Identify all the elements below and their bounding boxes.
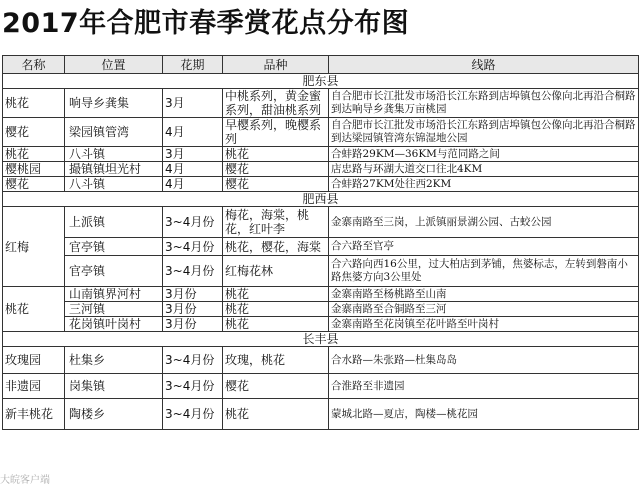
spot-period: 4月 — [163, 118, 223, 147]
spot-location: 官亭镇 — [65, 238, 163, 256]
spot-location: 山南镇界河村 — [65, 287, 163, 302]
spot-route: 金寨南路至花岗镇至花叶路至叶岗村 — [329, 317, 639, 332]
spot-name: 桃花 — [3, 147, 65, 162]
spot-name: 玫瑰园 — [3, 347, 65, 374]
spot-variety: 樱花 — [223, 177, 329, 192]
county-heading: 肥西县 — [3, 192, 639, 207]
spot-name: 樱花 — [3, 177, 65, 192]
table-row — [3, 118, 639, 147]
header-route: 线路 — [329, 56, 639, 74]
spot-period: 3~4月份 — [163, 256, 223, 287]
table-row — [3, 302, 639, 317]
spot-name: 非遗园 — [3, 374, 65, 399]
spot-route: 金寨南路至三岗，上派镇丽景湖公园、古蛟公园 — [329, 207, 639, 238]
spot-route: 合蚌路27KM处往西2KM — [329, 177, 639, 192]
spot-variety: 桃花 — [223, 317, 329, 332]
spot-route: 自合肥市长江批发市场沿长江东路到店埠镇包公像向北再沿合桐路到达梁园镇管湾东锦湿地公园 — [329, 118, 639, 147]
spot-name: 红梅 — [3, 207, 65, 287]
county-heading: 肥东县 — [3, 74, 639, 89]
table-row — [3, 162, 639, 177]
spot-route: 蒙城北路—夏店，陶楼—桃花园 — [329, 399, 639, 430]
page-title: 2017年合肥市春季赏花点分布图 — [2, 8, 410, 39]
spot-route: 金寨南路至合铜路至三河 — [329, 302, 639, 317]
spot-variety: 樱花 — [223, 162, 329, 177]
spot-route: 自合肥市长江批发市场沿长江东路到店埠镇包公像向北再沿合桐路到达响导乡龚集万亩桃园 — [329, 89, 639, 118]
spot-location: 响导乡龚集 — [65, 89, 163, 118]
spot-variety: 中桃系列，黄金蜜系列，甜油桃系列 — [223, 89, 329, 118]
spot-period: 3月份 — [163, 317, 223, 332]
table-row — [3, 399, 639, 430]
spot-name: 樱桃园 — [3, 162, 65, 177]
table-header-row — [3, 56, 639, 74]
spot-period: 3~4月份 — [163, 374, 223, 399]
spot-location: 梁园镇管湾 — [65, 118, 163, 147]
spot-route: 合水路—朱张路—杜集岛岛 — [329, 347, 639, 374]
spot-location: 杜集乡 — [65, 347, 163, 374]
table-row — [3, 207, 639, 238]
table-row — [3, 374, 639, 399]
spot-period: 3~4月份 — [163, 347, 223, 374]
spot-variety: 桃花 — [223, 399, 329, 430]
table-row — [3, 347, 639, 374]
spot-location: 上派镇 — [65, 207, 163, 238]
table-row — [3, 317, 639, 332]
spot-location: 三河镇 — [65, 302, 163, 317]
spot-period: 4月 — [163, 177, 223, 192]
header-period: 花期 — [163, 56, 223, 74]
spot-variety: 樱花 — [223, 374, 329, 399]
header-variety: 品种 — [223, 56, 329, 74]
spot-variety: 红梅花林 — [223, 256, 329, 287]
spot-location: 岗集镇 — [65, 374, 163, 399]
spot-route: 合六路至官亭 — [329, 238, 639, 256]
spot-variety: 桃花，樱花，海棠 — [223, 238, 329, 256]
table-row — [3, 287, 639, 302]
spot-location: 八斗镇 — [65, 147, 163, 162]
spot-route: 店忠路与环湖大道交口往北4KM — [329, 162, 639, 177]
table-row — [3, 89, 639, 118]
spot-location: 八斗镇 — [65, 177, 163, 192]
table-row — [3, 147, 639, 162]
spot-variety: 玫瑰，桃花 — [223, 347, 329, 374]
spot-variety: 早樱系列，晚樱系列 — [223, 118, 329, 147]
header-name: 名称 — [3, 56, 65, 74]
spot-variety: 梅花，海棠，桃花，红叶李 — [223, 207, 329, 238]
header-location: 位置 — [65, 56, 163, 74]
spot-route: 金寨南路至杨桃路至山南 — [329, 287, 639, 302]
spot-period: 3月份 — [163, 302, 223, 317]
table-row — [3, 177, 639, 192]
spot-route: 合淮路至非遗园 — [329, 374, 639, 399]
spot-location: 花岗镇叶岗村 — [65, 317, 163, 332]
spot-name: 新丰桃花 — [3, 399, 65, 430]
spot-variety: 桃花 — [223, 147, 329, 162]
flower-spot-table — [2, 55, 639, 430]
spot-variety: 桃花 — [223, 287, 329, 302]
spot-name: 桃花 — [3, 287, 65, 332]
spot-variety: 桃花 — [223, 302, 329, 317]
spot-period: 4月 — [163, 162, 223, 177]
spot-route: 合蚌路29KM—36KM与范同路之间 — [329, 147, 639, 162]
spot-name: 桃花 — [3, 89, 65, 118]
spot-period: 3月份 — [163, 287, 223, 302]
spot-period: 3~4月份 — [163, 399, 223, 430]
table-row — [3, 238, 639, 256]
spot-period: 3~4月份 — [163, 238, 223, 256]
table-row — [3, 256, 639, 287]
spot-name: 樱花 — [3, 118, 65, 147]
spot-period: 3月 — [163, 147, 223, 162]
spot-route: 合六路向西16公里，过大柏店到茅铺，焦婆标志，左转到磐南小路焦婆方向3公里处 — [329, 256, 639, 287]
spot-period: 3月 — [163, 89, 223, 118]
county-heading: 长丰县 — [3, 332, 639, 347]
spot-period: 3~4月份 — [163, 207, 223, 238]
spot-location: 撮镇镇坦光村 — [65, 162, 163, 177]
watermark: 大皖客户端 — [0, 475, 50, 486]
spot-location: 官亭镇 — [65, 256, 163, 287]
spot-location: 陶楼乡 — [65, 399, 163, 430]
